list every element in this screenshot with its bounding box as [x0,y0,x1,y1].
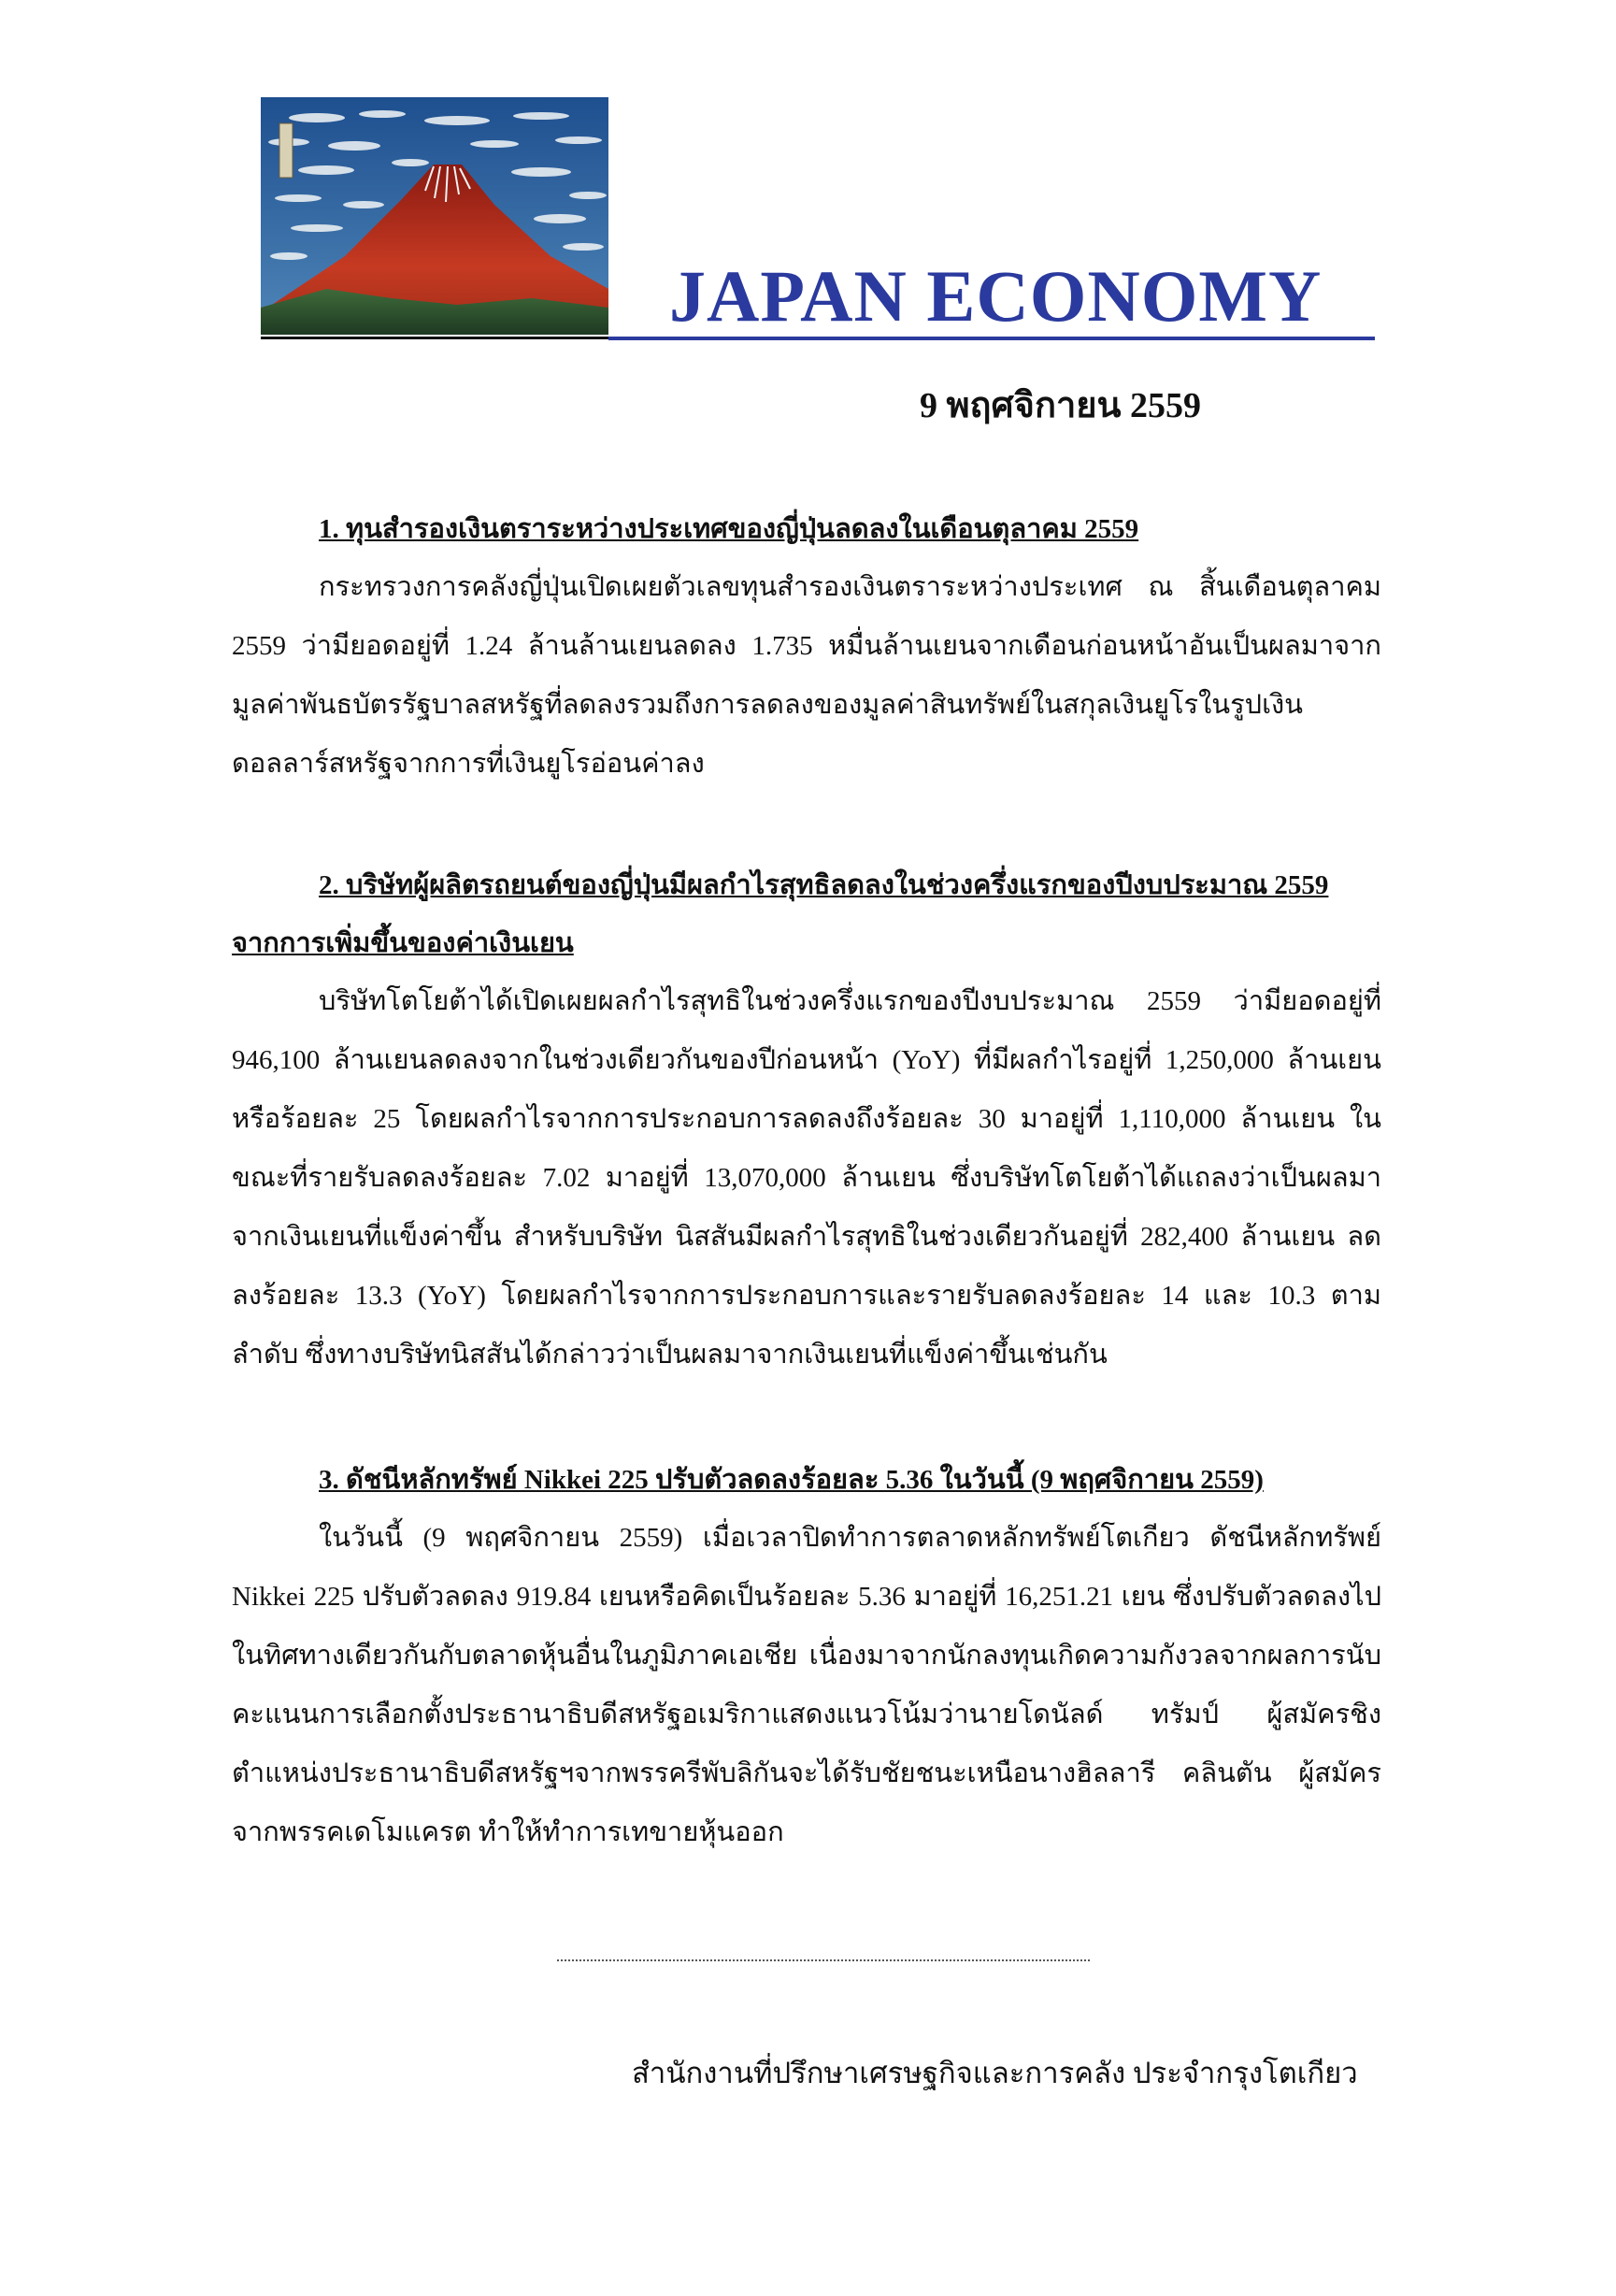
section-body: กระทรวงการคลังญี่ปุ่นเปิดเผยตัวเลขทุนสำรองเงินตราระหว่างประเทศ ณ สิ้นเดือนตุลาคม 2559 ว่ามียอดอยู่ที่ 1.24 ล้านล้านเยนลดลง 1.735 หมื่นล้านเยนจากเดือนก่อนหน้าอันเป็นผลมาจากมูลค่าพันธบัตรรัฐบาลสหรัฐที่ลดลงรวมถึงการลดลงของมูลค่าสินทรัพย์ในสกุลเงินยูโรในรูปเงินดอลลาร์สหรัฐจากการที่เงินยูโรอ่อนค่าลง [232,572,1381,779]
report-date: 9 พฤศจิกายน 2559 [920,386,1202,425]
title-rule [608,337,1375,340]
section-body: บริษัทโตโยต้าได้เปิดเผยผลกำไรสุทธิในช่วงครึ่งแรกของปีงบประมาณ 2559 ว่ามียอดอยู่ที่ 946,100 ล้านเยนลดลงจากในช่วงเดียวกันของปีก่อนหน้า (YoY) ที่มีผลกำไรอยู่ที่ 1,250,000 ล้านเยน หรือร้อยละ 25 โดยผลกำไรจากการประกอบการลดลงถึงร้อยละ 30 มาอยู่ที่ 1,110,000 ล้านเยน ในขณะที่รายรับลดลงร้อยละ 7.02 มาอยู่ที่ 13,070,000 ล้านเยน ซึ่งบริษัทโตโยต้าได้แถลงว่าเป็นผลมาจากเงินเยนที่แข็งค่าขึ้น สำหรับบริษัท นิสสันมีผลกำไรสุทธิในช่วงเดียวกันอยู่ที่ 282,400 ล้านเยน ลดลงร้อยละ 13.3 (YoY) โดยผลกำไรจากการประกอบการและรายรับลดลงร้อยละ 14 และ 10.3 ตามลำดับ ซึ่งทางบริษัทนิสสันได้กล่าวว่าเป็นผลมาจากเงินเยนที่แข็งค่าขึ้นเช่นกัน [232,986,1381,1370]
title-rule-left [261,337,608,339]
section-heading: 3. ดัชนีหลักทรัพย์ Nikkei 225 ปรับตัวลดลงร้อยละ 5.36 ในวันนี้ (9 พฤศจิกายน 2559) [319,1465,1264,1495]
footer-office: สำนักงานที่ปรึกษาเศรษฐกิจและการคลัง ประจำกรุงโตเกียว [632,2057,1358,2089]
section-reserves [232,500,1381,794]
dotted-divider [557,1959,1090,1961]
section-automakers [232,856,1381,1385]
header-image [261,97,608,335]
red-fuji-illustration [261,97,608,335]
page-title: JAPAN ECONOMY [669,255,1323,337]
section-body: ในวันนี้ (9 พฤศจิกายน 2559) เมื่อเวลาปิดทำการตลาดหลักทรัพย์โตเกียว ดัชนีหลักทรัพย์ Nikkei 225 ปรับตัวลดลง 919.84 เยนหรือคิดเป็นร้อยละ 5.36 มาอยู่ที่ 16,251.21 เยน ซึ่งปรับตัวลดลงไปในทิศทางเดียวกันกับตลาดหุ้นอื่นในภูมิภาคเอเชีย เนื่องมาจากนักลงทุนเกิดความกังวลจากผลการนับคะแนนการเลือกตั้งประธานาธิบดีสหรัฐอเมริกาแสดงแนวโน้มว่านายโดนัลด์ ทรัมป์ ผู้สมัครชิงตำแหน่งประธานาธิบดีสหรัฐฯจากพรรครีพับลิกันจะได้รับชัยชนะเหนือนางฮิลลารี คลินตัน ผู้สมัครจากพรรคเดโมแครต ทำให้ทำการเทขายหุ้นออก [232,1523,1381,1847]
section-heading: 2. บริษัทผู้ผลิตรถยนต์ของญี่ปุ่นมีผลกำไรสุทธิลดลงในช่วงครึ่งแรกของปีงบประมาณ 2559 จากการเพิ่มขึ้นของค่าเงินเยน [232,870,1329,958]
section-heading: 1. ทุนสำรองเงินตราระหว่างประเทศของญี่ปุ่นลดลงในเดือนตุลาคม 2559 [319,514,1139,544]
section-nikkei [232,1451,1381,1862]
